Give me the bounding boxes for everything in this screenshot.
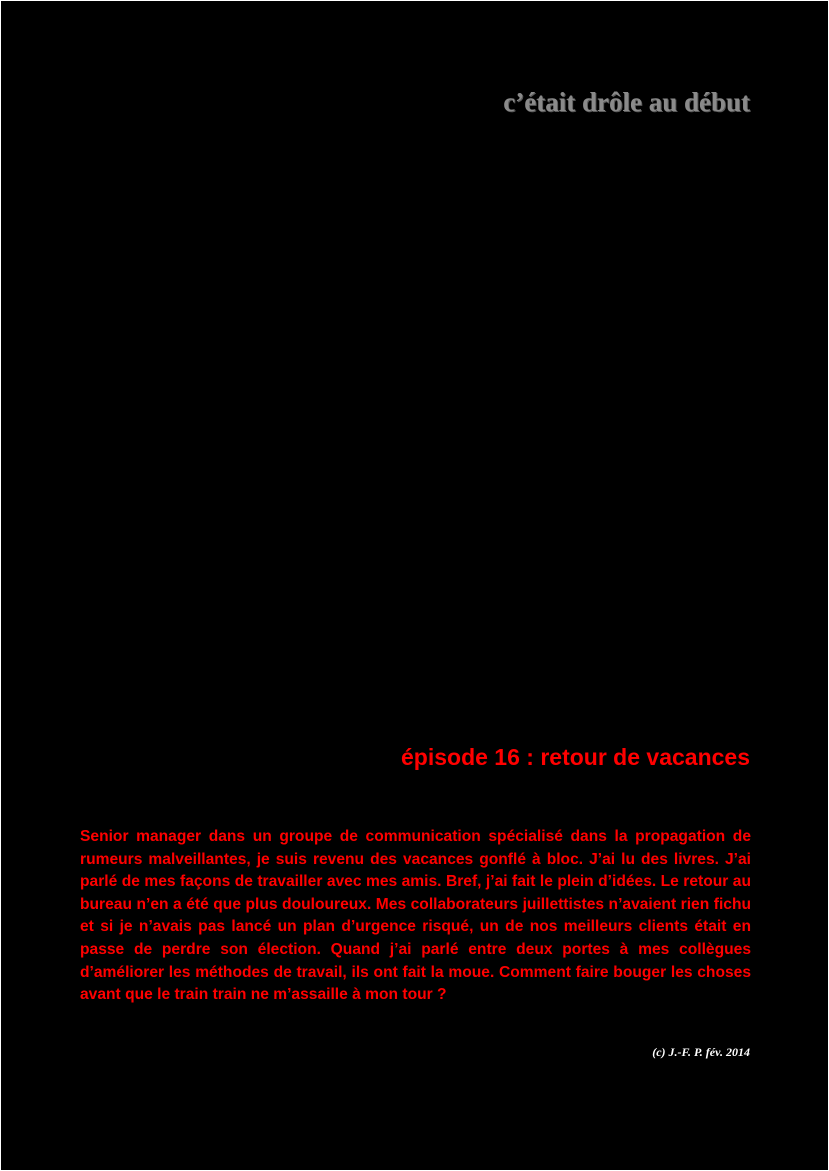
series-title: c’était drôle au début <box>503 87 750 117</box>
copyright-notice: (c) J.-F. P. fév. 2014 <box>652 1045 750 1059</box>
episode-title: épisode 16 : retour de vacances <box>401 744 750 770</box>
story-paragraph: Senior manager dans un groupe de communication spécialisé dans la propagation de rumeurs malveillantes, je suis revenu des vacances gonflé à bloc. J’ai lu des livres. J’ai parlé de mes façons de travailler avec mes amis. Bref, j’ai fait le plein d’idées. Le retour au bureau n’en a été que plus douloureux. Mes collaborateurs juillettistes n’avaient rien fichu et si je n’avais pas lancé un plan d’urgence risqué, un de nos meilleurs clients était en passe de perdre son élection. Quand j’ai parlé entre deux portes à mes collègues d’améliorer les méthodes de travail, ils ont fait la moue. Comment faire bouger les choses avant que le train train ne m’assaille à mon tour ? <box>80 828 751 1004</box>
page <box>1 1 828 1170</box>
